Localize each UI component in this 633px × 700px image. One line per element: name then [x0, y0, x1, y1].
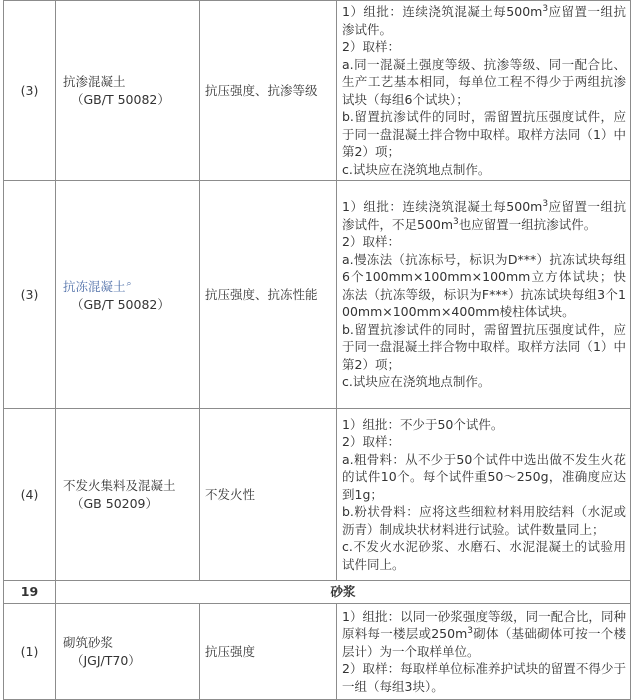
item-name: 不发火集料及混凝土 [63, 478, 176, 493]
item-standard: （GB/T 50082） [71, 296, 170, 312]
rule-line: 2）取样： [342, 39, 400, 54]
row-number: (4) [4, 409, 56, 581]
row-number: (1) [4, 604, 56, 700]
item-name-cell [56, 604, 200, 700]
test-parameters: 不发火性 [200, 409, 337, 581]
table-row [4, 604, 631, 700]
rule-line: a.慢冻法（抗冻标号，标识为D***）抗冻试块每组6个100mm×100mm×100mm立方体试块；快冻法（抗冻等级，标识为F***）抗冻试块每组3个100mm×100mm×400mm棱柱体试块。 [342, 251, 626, 320]
rule-line: 1）组批：连续浇筑混凝土每$500m^3$应留置一组抗渗试件。 [342, 3, 626, 37]
item-name-cell [56, 1, 200, 181]
rule-line: 2）取样： [342, 234, 400, 250]
item-name-link[interactable]: 抗冻混凝土⌕ [63, 278, 132, 295]
item-name-cell [56, 181, 200, 409]
rule-line: 2）取样：每取样单位标准养护试块的留置不得少于一组（每组3块）。 [342, 661, 626, 694]
rule-line: 1）组批：连续浇筑混凝土每$500m^3$应留置一组抗渗试件，不足$500m^3$也应留置一组抗渗试件。 [342, 199, 626, 232]
item-name-cell [56, 409, 200, 581]
item-name: 砌筑砂浆 [63, 635, 114, 650]
section-header-row [4, 581, 631, 604]
rule-line: c.试块应在浇筑地点制作。 [342, 374, 491, 390]
rule-line: a.同一混凝土强度等级、抗渗等级、同一配合比、生产工艺基本相同，每单位工程不得少于两组抗渗试块（每组6个试块）； [342, 56, 626, 107]
sampling-rules [337, 1, 631, 181]
section-number: 19 [4, 581, 56, 604]
rule-line: 1）组批：不少于50个试件。 [342, 416, 504, 432]
rule-line: b.留置抗渗试件的同时，需留置抗压强度试件，应于同一盘混凝土拌合物中取样。取样方法同（1）中第2）项； [342, 109, 626, 159]
rule-line: 2）取样： [342, 434, 400, 450]
sampling-rules [337, 604, 631, 700]
test-parameters: 抗压强度、抗冻性能 [200, 181, 337, 409]
table-row [4, 1, 631, 181]
sampling-rules [337, 181, 631, 409]
spec-table [3, 0, 631, 700]
test-parameters: 抗压强度、抗渗等级 [200, 1, 337, 181]
item-standard: （JGJ/T70） [71, 652, 141, 668]
table-row [4, 409, 631, 581]
rule-line: b.粉状骨料：应将这些细粒材料用胶结料（水泥或沥青）制成块状材料进行试验。试件数量同上； [342, 504, 626, 537]
rule-line: c.不发火水泥砂浆、水磨石、水泥混凝土的试验用试件同上。 [342, 539, 626, 572]
test-parameters: 抗压强度 [200, 604, 337, 700]
row-number: (3) [4, 1, 56, 181]
rule-line: a.粗骨料：从不少于50个试件中选出做不发生火花的试件10个。每个试件重50～250g，准确度应达到1g； [342, 451, 626, 502]
item-standard: （GB 50209） [71, 495, 158, 511]
rule-line: c.试块应在浇筑地点制作。 [342, 161, 491, 177]
sampling-rules [337, 409, 631, 581]
rule-line: 1）组批：以同一砂浆强度等级，同一配合比，同种原料每一楼层或$250m^3$砌体（基础砌体可按一个楼层计）为一个取样单位。 [342, 608, 626, 659]
search-icon[interactable]: ⌕ [126, 278, 132, 289]
row-number: (3) [4, 181, 56, 409]
item-name: 抗渗混凝土 [63, 74, 126, 89]
rule-line: b.留置抗渗试件的同时，需留置抗压强度试件，应于同一盘混凝土拌合物中取样。取样方法同（1）中第2）项； [342, 321, 626, 372]
section-title: 砂浆 [56, 581, 631, 604]
item-standard: （GB/T 50082） [71, 91, 170, 107]
table-row [4, 181, 631, 409]
